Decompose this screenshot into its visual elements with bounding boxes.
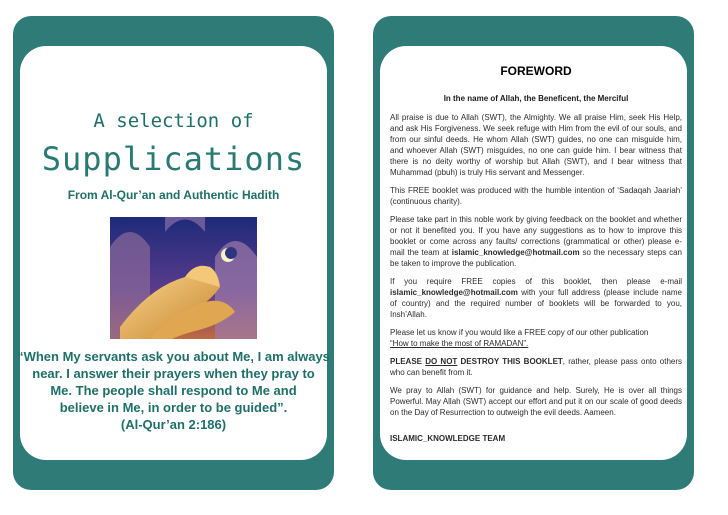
foreword-paragraph: [390, 276, 682, 320]
foreword-paragraph: We pray to Allah (SWT) for guidance and help. Surely, He is over all things Powerful. May Allah (SWT) accept our effort and put it on our scale of good deeds on the Day of Resurrection to outweigh the evil deeds. Aameen.: [390, 386, 682, 417]
praying-hands-illustration-icon: [110, 217, 257, 339]
title-big: Supplications: [41, 140, 306, 178]
publication-link[interactable]: “How to make the most of RAMADAN”.: [390, 339, 529, 348]
foreword-heading: FOREWORD: [500, 64, 572, 78]
bismillah-line: In the name of Allah, the Beneficent, the Merciful: [443, 94, 629, 103]
foreword-paragraph: All praise is due to Allah (SWT), the Almighty. We all praise Him, seek His Help, and ask His Forgiveness. We seek refuge with Him from the evil of our souls, and from our sinful deeds. He whom Allah (SWT) guides, no one can misguide him, and whoever Allah (SWT) misguides, no one can guide him. I bear witness that there is no deity worthy of worship but Allah (SWT), and I bear witness that Muhammad (pbuh) is truly His servant and Messenger.: [390, 113, 682, 177]
quote-line: believe in Me, in order to be guided”.: [59, 400, 288, 415]
quote-line: “When My servants ask you about Me, I am always: [17, 349, 330, 364]
foreword-card: [373, 16, 694, 490]
do-not-text: DO NOT: [425, 357, 458, 366]
email-link[interactable]: islamic_knowledge@hotmail.com: [451, 248, 580, 257]
destroy-text: DESTROY THIS BOOKLET: [457, 357, 563, 366]
foreword-paragraph: [390, 214, 682, 269]
paragraph-text: If you require FREE copies of this booklet, then please e-mail: [390, 277, 682, 286]
foreword-content: [390, 66, 682, 444]
team-signature: ISLAMIC_KNOWLEDGE TEAM: [390, 434, 506, 443]
email-link[interactable]: islamic_knowledge@hotmail.com: [390, 288, 518, 297]
quote-line: Me. The people shall respond to Me and: [50, 383, 297, 398]
foreword-paragraph: [390, 327, 682, 349]
quran-quote: [13, 348, 334, 433]
quote-reference: (Al-Qur’an 2:186): [120, 417, 227, 432]
paragraph-text: with your full address (please include name of country) and the required number of booklets will be forwarded to you, Insh’Allah.: [390, 288, 682, 319]
paragraph-text: , rather, please pass onto others who can benefit from it.: [390, 357, 683, 377]
paragraph-text: so the necessary steps can be taken to improve the publication.: [390, 248, 682, 268]
quote-line: near. I answer their prayers when they pray to: [32, 366, 315, 381]
subtitle: From Al-Qur’an and Authentic Hadith: [67, 188, 280, 202]
paragraph-text: Please let us know if you would like a FREE copy of our other publication: [390, 328, 649, 337]
paragraph-text: Please take part in this noble work by giving feedback on the booklet and whether or not it benefited you. If you have any suggestions as to how to improve this booklet or come across any faults/ corrections (grammatical or other) please e-mail the team at: [390, 215, 682, 257]
foreword-paragraph: [390, 356, 682, 378]
foreword-paragraph: This FREE booklet was produced with the humble intention of ‘Sadaqah Jaariah’ (continuous charity).: [390, 186, 682, 206]
cover-card: [13, 16, 334, 490]
title-small: A selection of: [93, 110, 254, 132]
please-text: PLEASE: [390, 357, 426, 366]
